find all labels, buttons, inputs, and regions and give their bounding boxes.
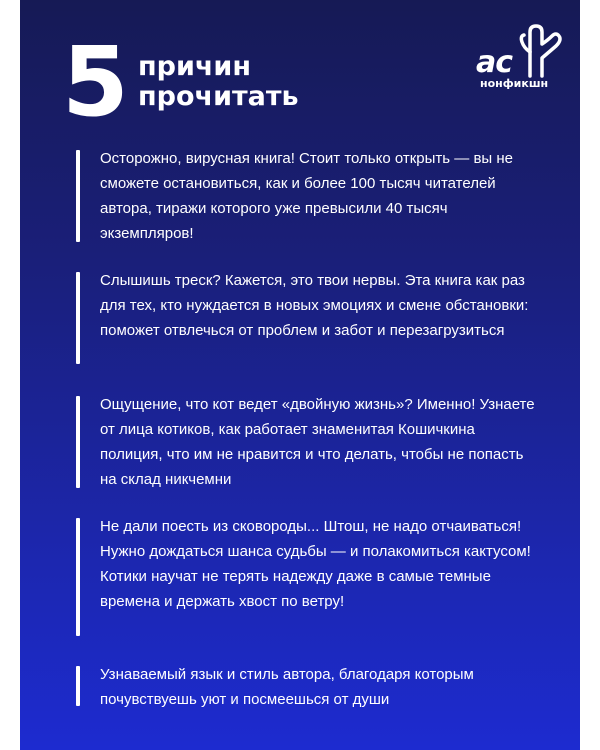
headline-line-1: причин (138, 51, 252, 82)
reason-text: Узнаваемый язык и стиль автора, благодаря которым почувствуешь уют и посмеешься от души (100, 666, 474, 708)
reason-text: Осторожно, вирусная книга! Стоит только открыть — вы не сможете остановиться, как и более 100 тысяч читателей автора, тиражи которого уже превысили 40 тысяч экземпляров! (100, 150, 513, 242)
reason-bar (76, 272, 80, 364)
reason-bar (76, 518, 80, 636)
reason-text: Ощущение, что кот ведет «двойную жизнь»? Именно! Узнаете от лица котиков, как работает знаменитая Кошичкина полиция, что им не нравится и что делать, чтобы не попасть на склад никчемни (100, 396, 535, 488)
big-number-five: 5 (62, 26, 127, 138)
reason-bar (76, 396, 80, 488)
reason-bar (76, 150, 80, 242)
reason-text: Не дали поесть из сковороды... Штош, не надо отчаиваться! Нужно дождаться шанса судьбы — и полакомиться кактусом! Котики научат не терять надежду даже в самые темные времена и держать хвост по ветру! (100, 518, 531, 610)
logo-letters: ас (476, 45, 513, 80)
reason-bar (76, 666, 80, 706)
headline (138, 52, 299, 112)
logo-subtitle: нонфикшн (480, 77, 549, 90)
publisher-logo (466, 22, 566, 100)
reason-text: Слышишь треск? Кажется, это твои нервы. Эта книга как раз для тех, кто нуждается в новых эмоциях и смене обстановки: поможет отвлечься от проблем и забот и перезагрузиться (100, 272, 529, 339)
headline-line-2: прочитать (138, 81, 299, 112)
infographic-page (20, 0, 580, 750)
